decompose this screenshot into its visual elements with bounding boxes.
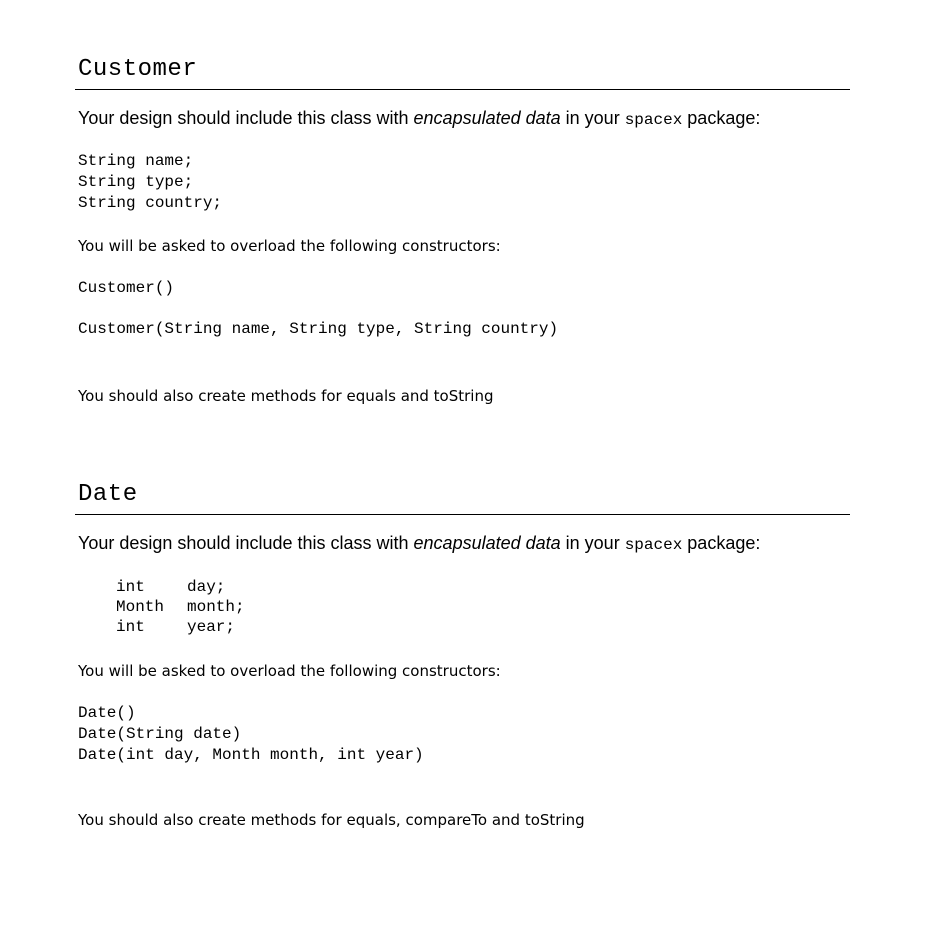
date-intro-prefix: Your design should include this class with (78, 533, 414, 553)
customer-constructor-default: Customer() (78, 279, 175, 297)
date-intro (75, 532, 850, 556)
customer-constructors-label: You will be asked to overload the following constructors: (78, 237, 501, 255)
date-constructor-default: Date() (78, 704, 136, 722)
customer-field-type: String type; (78, 173, 194, 191)
date-field-type: int (116, 578, 145, 596)
customer-methods-note: You should also create methods for equals and toString (78, 387, 494, 405)
date-field-name: year; (187, 618, 236, 636)
date-fields (116, 577, 245, 637)
customer-field-name: String name; (78, 152, 194, 170)
customer-field-country: String country; (78, 194, 223, 212)
date-field-type: int (116, 618, 145, 636)
date-constructor-full: Date(int day, Month month, int year) (78, 746, 424, 764)
date-intro-emphasis: encapsulated data (413, 533, 561, 553)
date-heading: Date (75, 481, 850, 515)
customer-fields (75, 151, 850, 214)
date-field-type: Month (116, 598, 165, 616)
date-intro-middle: in your (560, 533, 625, 553)
date-field-row (116, 617, 245, 637)
customer-constructor-full: Customer(String name, String type, String country) (78, 320, 559, 338)
date-methods-note: You should also create methods for equals, compareTo and toString (78, 811, 585, 829)
customer-intro-suffix: package: (682, 108, 761, 128)
customer-intro-emphasis: encapsulated data (413, 108, 561, 128)
customer-heading: Customer (75, 56, 850, 90)
date-field-row (116, 597, 245, 617)
customer-section (75, 56, 850, 406)
date-field-name: day; (187, 578, 226, 596)
date-constructor-string: Date(String date) (78, 725, 242, 743)
customer-intro-package: spacex (624, 111, 683, 129)
date-section (75, 481, 850, 830)
date-field-name: month; (187, 598, 245, 616)
date-intro-package: spacex (624, 536, 683, 554)
date-constructors (75, 703, 850, 766)
date-field-row (116, 577, 245, 597)
date-constructors-label: You will be asked to overload the following constructors: (78, 662, 501, 680)
customer-intro-prefix: Your design should include this class with (78, 108, 414, 128)
date-intro-suffix: package: (682, 533, 761, 553)
customer-intro-middle: in your (560, 108, 625, 128)
customer-intro (75, 107, 850, 131)
